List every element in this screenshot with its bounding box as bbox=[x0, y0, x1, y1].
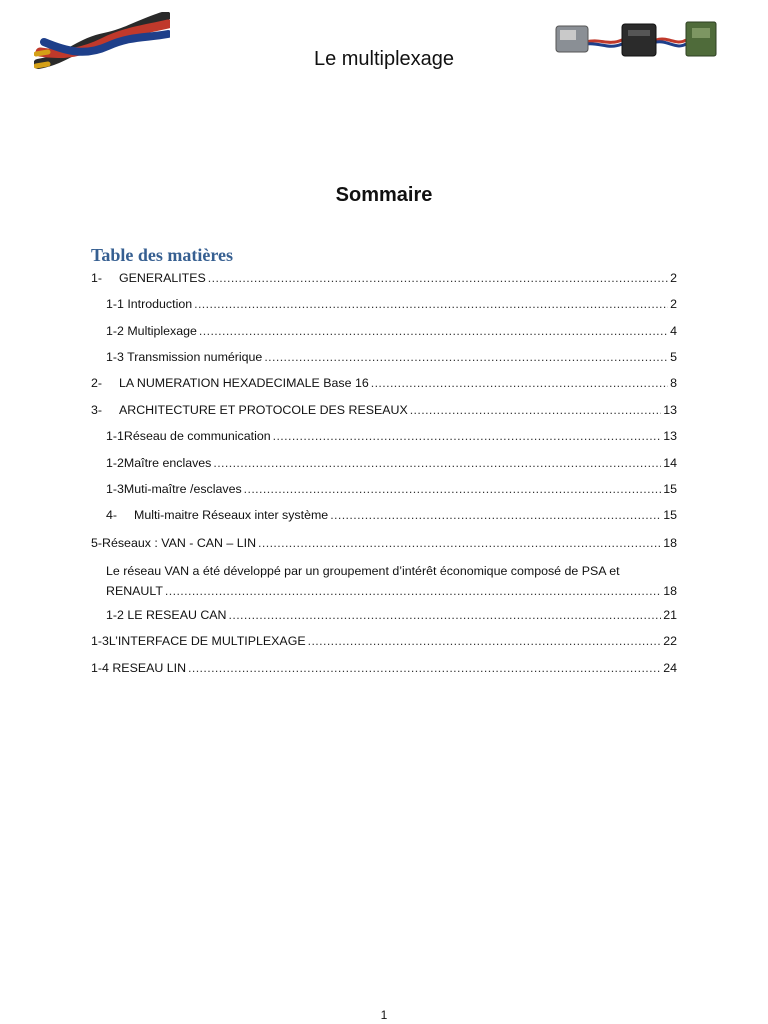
toc-entry-page: 18 bbox=[663, 536, 677, 550]
toc-entry-muti-maitre-esclaves[interactable] bbox=[106, 481, 677, 497]
toc-entry-interface-multiplexage[interactable] bbox=[91, 633, 677, 649]
toc-entry-page: 13 bbox=[663, 429, 677, 443]
toc-dot-leader bbox=[194, 296, 668, 312]
toc-heading: Table des matières bbox=[91, 245, 233, 265]
toc-entry-label: Multi-maitre Réseaux inter système bbox=[134, 508, 329, 522]
toc-entry-page: 13 bbox=[663, 403, 677, 417]
toc-entry-maitre-enclaves[interactable] bbox=[106, 455, 677, 471]
toc-entry-page: 15 bbox=[663, 508, 677, 522]
toc-dot-leader bbox=[229, 607, 662, 623]
toc-entry-label: 1-2 LE RESEAU CAN bbox=[106, 608, 227, 622]
toc-entry-page: 2 bbox=[670, 271, 677, 285]
toc-entry-reseau-lin[interactable] bbox=[91, 660, 677, 676]
toc-entry-label: 1-3 Transmission numérique bbox=[106, 350, 263, 364]
toc-entry-multi-maitre-reseaux[interactable] bbox=[106, 507, 677, 523]
toc-dot-leader bbox=[165, 581, 661, 601]
document-header-title: Le multiplexage bbox=[313, 48, 455, 70]
toc-dot-leader bbox=[330, 507, 661, 523]
toc-entry-architecture-protocole[interactable] bbox=[91, 402, 677, 418]
toc-dot-leader bbox=[273, 428, 662, 444]
toc-entry-page: 22 bbox=[663, 634, 677, 648]
toc-entry-reseau-communication[interactable] bbox=[106, 428, 677, 444]
toc-entry-number: 4- bbox=[106, 508, 118, 522]
toc-entry-page: 4 bbox=[670, 324, 677, 338]
toc-entry-label: 5-Réseaux : VAN - CAN – LIN bbox=[91, 536, 257, 550]
toc-entry-page: 18 bbox=[663, 584, 677, 598]
toc-dot-leader bbox=[208, 270, 668, 286]
toc-entry-reseau-van[interactable] bbox=[106, 561, 677, 601]
toc-dot-leader bbox=[371, 375, 668, 391]
toc-entry-page: 21 bbox=[663, 608, 677, 622]
toc-dot-leader bbox=[188, 660, 661, 676]
toc-entry-page: 24 bbox=[663, 661, 677, 675]
toc-entry-label: 1-3L’INTERFACE DE MULTIPLEXAGE bbox=[91, 634, 306, 648]
toc-entry-label: 1-1 Introduction bbox=[106, 297, 193, 311]
toc-entry-page: 8 bbox=[670, 376, 677, 390]
toc-entry-introduction[interactable] bbox=[106, 296, 677, 312]
page-heading: Sommaire bbox=[335, 184, 433, 206]
toc-entry-transmission-numerique[interactable] bbox=[106, 349, 677, 365]
toc-entry-reseau-can[interactable] bbox=[106, 607, 677, 623]
toc-dot-leader bbox=[264, 349, 668, 365]
toc-entry-number: 1- bbox=[91, 271, 103, 285]
toc-entry-page: 2 bbox=[670, 297, 677, 311]
toc-dot-leader bbox=[258, 535, 661, 551]
toc-entry-label: GENERALITES bbox=[119, 271, 206, 285]
toc-dot-leader bbox=[199, 323, 668, 339]
toc-entry-label: ARCHITECTURE ET PROTOCOLE DES RESEAUX bbox=[119, 403, 408, 417]
toc-entry-page: 14 bbox=[663, 456, 677, 470]
toc-dot-leader bbox=[213, 455, 661, 471]
toc-entry-label: LA NUMERATION HEXADECIMALE Base 16 bbox=[119, 376, 369, 390]
toc-entry-label-line1: Le réseau VAN a été développé par un groupement d’intérêt économique composé de PSA et bbox=[106, 564, 620, 578]
toc-entry-multiplexage[interactable] bbox=[106, 323, 677, 339]
toc-entry-number: 2- bbox=[91, 376, 103, 390]
toc-entry-label: 1-3Muti-maître /esclaves bbox=[106, 482, 242, 496]
toc-entry-label: 1-1Réseau de communication bbox=[106, 429, 271, 443]
toc-entry-numeration-hexadecimale[interactable] bbox=[91, 375, 677, 391]
toc-entry-generalites[interactable] bbox=[91, 270, 677, 286]
toc-entry-label: 1-2 Multiplexage bbox=[106, 324, 197, 338]
toc-dot-leader bbox=[308, 633, 662, 649]
page-number: 1 bbox=[380, 1008, 388, 1022]
toc-entry-label-line2: RENAULT bbox=[106, 584, 163, 598]
toc-entry-reseaux-van-can-lin[interactable] bbox=[91, 535, 677, 551]
toc-entry-page: 15 bbox=[663, 482, 677, 496]
toc-dot-leader bbox=[244, 481, 662, 497]
toc-entry-label: 1-4 RESEAU LIN bbox=[91, 661, 187, 675]
toc-entry-label: 1-2Maître enclaves bbox=[106, 456, 212, 470]
toc-entry-number: 3- bbox=[91, 403, 103, 417]
toc-entry-page: 5 bbox=[670, 350, 677, 364]
toc-dot-leader bbox=[410, 402, 661, 418]
